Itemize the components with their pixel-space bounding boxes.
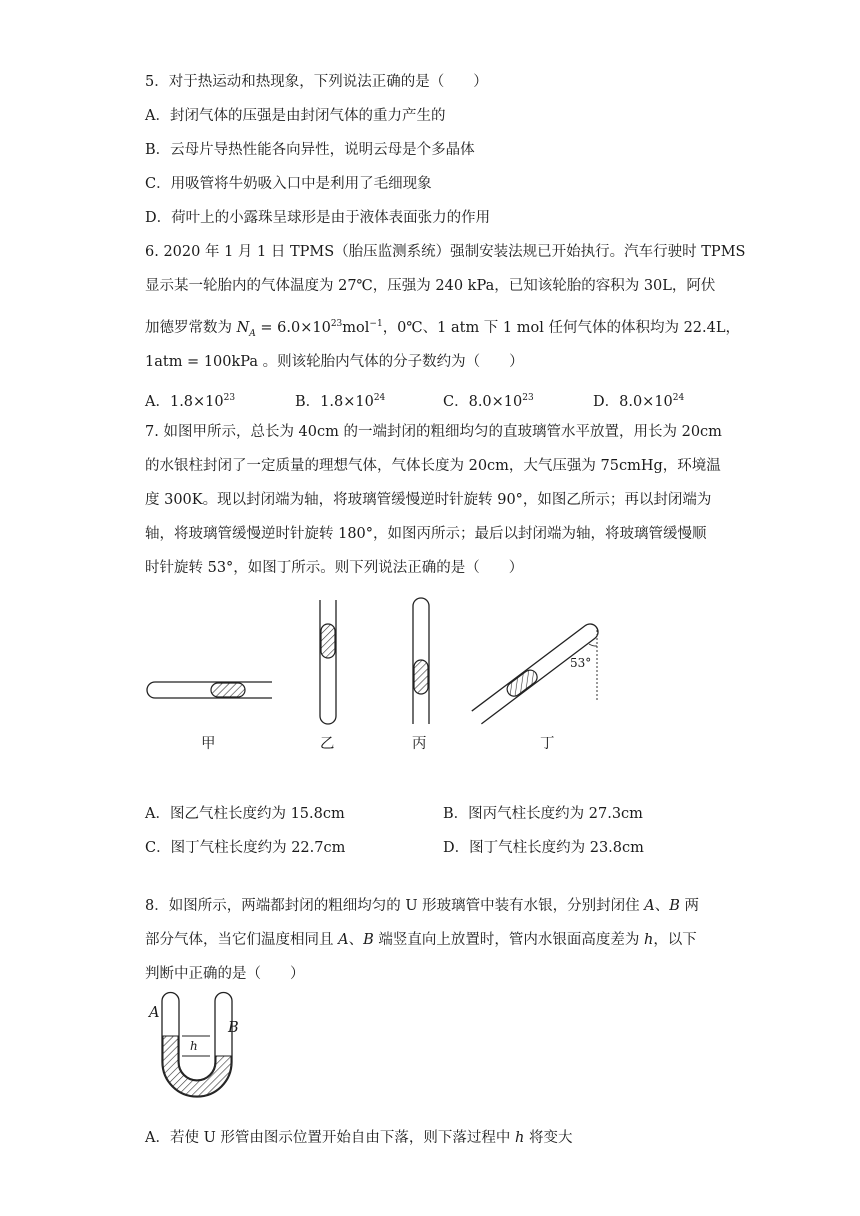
q8-stem-line3: 判断中正确的是（ ）	[145, 966, 305, 982]
q7-stem-line1: 7. 如图甲所示，总长为 40cm 的一端封闭的粗细均匀的直玻璃管水平放置，用长为 20cm	[145, 424, 722, 440]
q7-option-a: A．图乙气柱长度约为 15.8cm	[145, 806, 345, 822]
q7-stem-line5: 时针旋转 53°，如图丁所示。则下列说法正确的是（ ）	[145, 560, 524, 576]
q7-option-d: D．图丁气柱长度约为 23.8cm	[443, 840, 644, 856]
q7-stem-line2: 的水银柱封闭了一定质量的理想气体，气体长度为 20cm，大气压强为 75cmHg，环境温	[145, 458, 721, 474]
ding-angle-arc	[589, 644, 597, 646]
u-tube-label-b: B	[228, 1020, 239, 1036]
fig-label-bing: 丙	[412, 736, 427, 752]
q6-option-b: B．$1.8\times 10^{24}$	[295, 393, 386, 410]
q8-option-a: A．若使 U 形管由图示位置开始自由下落，则下落过程中 h 将变大	[145, 1130, 573, 1146]
u-tube-label-h: h	[190, 1039, 198, 1053]
q5-option-d: D．荷叶上的小露珠呈球形是由于液体表面张力的作用	[145, 210, 491, 226]
q7-options-row1	[145, 804, 725, 824]
q5-option-a: A．封闭气体的压强是由封闭气体的重力产生的	[145, 108, 446, 124]
q8-stem-line1: 8．如图所示，两端都封闭的粗细均匀的 U 形玻璃管中装有水银，分别封闭住 A、B 两	[145, 898, 700, 914]
q7-option-b: B．图丙气柱长度约为 27.3cm	[443, 806, 643, 822]
q7-option-c: C．图丁气柱长度约为 22.7cm	[145, 840, 346, 856]
q6-stem-line1: 6. 2020 年 1 月 1 日 TPMS（胎压监测系统）强制安装法规已开始执行。汽车行驶时 TPMS	[145, 244, 746, 260]
fig-label-yi: 乙	[320, 736, 335, 752]
q7-options-row2	[145, 838, 725, 858]
q8-stem-line2: 部分气体，当它们温度相同且 A、B 端竖直向上放置时，管内水银面高度差为 h，以下	[145, 932, 697, 948]
tube-bing	[413, 598, 429, 724]
q6-option-d: D．$8.0\times 10^{24}$	[593, 393, 685, 410]
q5-stem: 5．对于热运动和热现象，下列说法正确的是（ ）	[145, 74, 488, 90]
q6-stem-line2: 显示某一轮胎内的气体温度为 27℃，压强为 240 kPa，已知该轮胎的容积为 30L，阿伏	[145, 278, 716, 294]
q6-stem-line3: 加德罗常数为 $N_A = 6.0\times 10^{23}mol^{-1}$，0℃、1 atm 下 1 mol 任何气体的体积均为 22.4L，	[145, 319, 740, 339]
tube-ding	[472, 621, 601, 724]
q6-options	[145, 388, 725, 408]
tube-yi	[320, 600, 336, 724]
q5-option-c: C．用吸管将牛奶吸入口中是利用了毛细现象	[145, 176, 432, 192]
u-tube-label-a: A	[149, 1005, 160, 1021]
q6-stem-line4: 1atm = 100kPa 。则该轮胎内气体的分子数约为（ ）	[145, 354, 524, 370]
q7-stem-line4: 轴，将玻璃管缓慢逆时针旋转 180°，如图丙所示；最后以封闭端为轴，将玻璃管缓慢顺	[145, 526, 707, 542]
fig-label-jia: 甲	[201, 736, 216, 752]
q5-option-b: B．云母片导热性能各向异性，说明云母是个多晶体	[145, 142, 475, 158]
fig-label-ding: 丁	[540, 736, 555, 752]
q6-option-c: C．$8.0\times 10^{23}$	[443, 393, 534, 410]
q6-option-a: A．$1.8\times 10^{23}$	[145, 393, 236, 410]
tube-jia	[147, 682, 272, 698]
ding-angle-label: 53°	[570, 656, 592, 670]
q7-stem-line3: 度 300K。现以封闭端为轴，将玻璃管缓慢逆时针旋转 90°，如图乙所示；再以封闭端为	[145, 492, 712, 508]
